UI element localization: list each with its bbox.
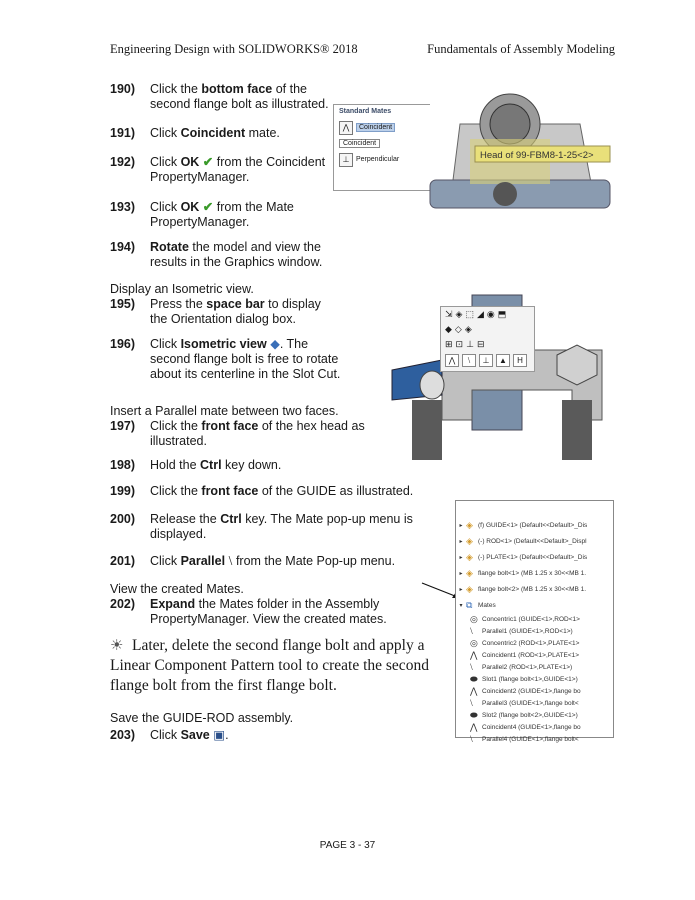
coincident-icon: ⋀ xyxy=(470,721,478,732)
mates-folder-icon: ⧉ xyxy=(466,599,473,610)
component-icon: ◈ xyxy=(466,567,473,578)
component-icon: ◈ xyxy=(466,583,473,594)
distance-mate-button[interactable]: H xyxy=(513,354,527,367)
component-icon: ◈ xyxy=(466,551,473,562)
component-callout: Head of 99-FBM8-1-25<2> xyxy=(480,150,594,161)
tree-mate[interactable]: ⋀ Coincident4 (GUIDE<1>,flange bo xyxy=(470,721,581,732)
coincident-option[interactable]: ⋀ Coincident xyxy=(339,121,426,134)
step-200: 200) Release the Ctrl key. The Mate pop-up menu is displayed. xyxy=(110,512,413,541)
tree-component[interactable]: ▸ ◈ flange bolt<1> (MB 1.25 x 30<<MB 1. xyxy=(459,567,587,578)
tree-mate[interactable]: ⧵ Parallel2 (ROD<1>,PLATE<1>) xyxy=(470,661,573,672)
lock-mate-button[interactable]: ▲ xyxy=(496,354,510,367)
isometric-view-icon: ◆ xyxy=(270,337,280,351)
step-196: 196) Click Isometric view ◆. The second flange bolt is free to rotate about its centerline in the Slot Cut. xyxy=(110,337,341,381)
step-197: 197) Click the front face of the hex head as illustrated. xyxy=(110,419,365,448)
tree-mate[interactable]: ◎ Concentric2 (ROD<1>,PLATE<1> xyxy=(470,637,580,648)
tree-mate[interactable]: ⧵ Parallel3 (GUIDE<1>,flange bolt< xyxy=(470,697,579,708)
perpendicular-option[interactable]: ⊥ Perpendicular xyxy=(339,153,426,166)
step-191: 191) Click Coincident mate. xyxy=(110,126,280,140)
ok-check-icon: ✔ xyxy=(202,155,214,169)
tip-note: ☀ Later, delete the second flange bolt and apply a Linear Component Pattern tool to create the second flange bolt from the first flange bolt. xyxy=(110,637,429,694)
slot-icon: ⬬ xyxy=(470,673,478,684)
header-left: Engineering Design with SOLIDWORKS® 2018 xyxy=(110,42,358,56)
step-203: 203) Click Save ▣. xyxy=(110,728,229,742)
intro-view-mates: View the created Mates. xyxy=(110,582,244,596)
parallel-icon: ⧵ xyxy=(470,697,473,708)
intro-parallel: Insert a Parallel mate between two faces. xyxy=(110,404,339,418)
standard-mates-panel xyxy=(333,104,432,191)
page-number: PAGE 3 - 37 xyxy=(319,840,376,851)
step-198: 198) Hold the Ctrl key down. xyxy=(110,458,282,472)
parallel-mate-button[interactable]: ⧵ xyxy=(462,354,476,367)
tree-component[interactable]: ▸ ◈ (-) ROD<1> (Default<<Default>_Displ xyxy=(459,535,587,546)
component-icon: ◈ xyxy=(466,535,473,546)
tree-component[interactable]: ▸ ◈ (-) PLATE<1> (Default<<Default>_Dis xyxy=(459,551,588,562)
mates-panel-title: Standard Mates xyxy=(339,108,392,115)
coincident-mate-button[interactable]: ⋀ xyxy=(445,354,459,367)
step-192: 192) Click OK ✔ from the Coincident PropertyManager. xyxy=(110,155,326,184)
tree-mate[interactable]: ⧵ Parallel1 (GUIDE<1>,ROD<1>) xyxy=(470,625,573,636)
feature-manager-tree xyxy=(455,500,614,744)
coincident-icon: ⋀ xyxy=(470,685,478,696)
orientation-dialog: ⇲ ◈ ⬚ ◢ ◉ ⬒ ◆ ◇ ◈ ⊞ ⊡ ⊥ ⊟ ⋀ ⧵ ⊥ ▲ H xyxy=(440,306,535,372)
concentric-icon: ◎ xyxy=(470,613,478,624)
intro-save: Save the GUIDE-ROD assembly. xyxy=(110,711,294,725)
flange-bolt-view xyxy=(430,84,610,234)
step-201: 201) Click Parallel ⧵ from the Mate Pop-up menu. xyxy=(110,554,396,568)
lightbulb-icon: ☀ xyxy=(110,638,124,654)
tree-component[interactable]: ▸ ◈ (f) GUIDE<1> (Default<<Default>_Dis xyxy=(459,519,588,530)
step-190: 190) Click the bottom face of the second flange bolt as illustrated. xyxy=(110,82,329,111)
slot-icon: ⬬ xyxy=(470,709,478,720)
coincident-icon: ⋀ xyxy=(470,649,478,660)
tree-mate[interactable]: ⬬ Slot2 (flange bolt<2>,GUIDE<1>) xyxy=(470,709,578,720)
parallel-icon: ⧵ xyxy=(470,625,473,636)
coincident-icon: ⋀ xyxy=(339,121,353,135)
tree-mate[interactable]: ◎ Concentric1 (GUIDE<1>,ROD<1> xyxy=(470,613,580,624)
step-199: 199) Click the front face of the GUIDE as illustrated. xyxy=(110,484,414,498)
perpendicular-mate-button[interactable]: ⊥ xyxy=(479,354,493,367)
tree-mate[interactable]: ⧵ Parallel4 (GUIDE<1>,flange bolt< xyxy=(470,733,579,744)
tree-mate[interactable]: ⋀ Coincident1 (ROD<1>,PLATE<1> xyxy=(470,649,580,660)
step-202: 202) Expand the Mates folder in the Assembly PropertyManager. View the created mates. xyxy=(110,597,387,626)
component-icon: ◈ xyxy=(466,519,473,530)
coincident-tooltip: Coincident xyxy=(339,137,426,150)
tree-mate[interactable]: ⋀ Coincident2 (GUIDE<1>,flange bo xyxy=(470,685,581,696)
perpendicular-icon: ⊥ xyxy=(339,153,353,167)
step-195: 195) Press the space bar to display the Orientation dialog box. xyxy=(110,297,321,326)
tree-component[interactable]: ▸ ◈ flange bolt<2> (MB 1.25 x 30<<MB 1. xyxy=(459,583,587,594)
header-right: Fundamentals of Assembly Modeling xyxy=(427,42,615,56)
intro-isometric: Display an Isometric view. xyxy=(110,282,254,296)
ok-check-icon: ✔ xyxy=(202,200,214,214)
tree-mate[interactable]: ⬬ Slot1 (flange bolt<1>,GUIDE<1>) xyxy=(470,673,578,684)
concentric-icon: ◎ xyxy=(470,637,478,648)
step-194: 194) Rotate the model and view the results in the Graphics window. xyxy=(110,240,323,269)
save-icon: ▣ xyxy=(213,728,226,742)
tree-mates-folder[interactable]: ▾ ⧉ Mates xyxy=(459,599,496,610)
parallel-icon: ⧵ xyxy=(470,661,473,672)
parallel-icon: ⧵ xyxy=(228,554,233,568)
parallel-icon: ⧵ xyxy=(470,733,473,744)
step-193: 193) Click OK ✔ from the Mate PropertyManager. xyxy=(110,200,294,229)
